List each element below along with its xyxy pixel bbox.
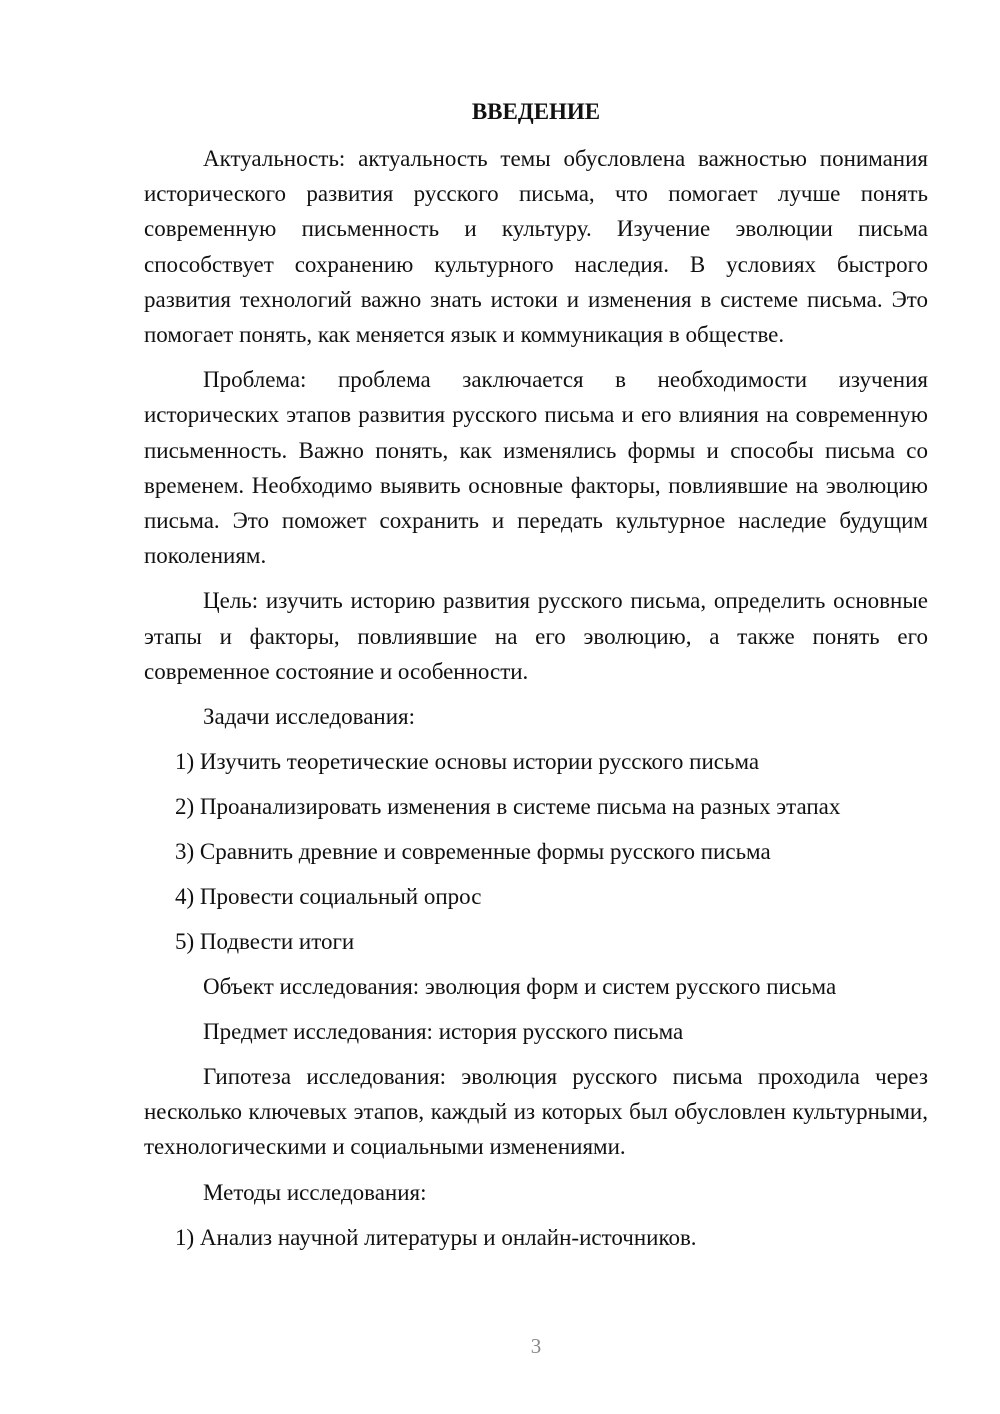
hypothesis-paragraph: Гипотеза исследования: эволюция русского письма проходила через несколько ключевых этапов, каждый из которых был обусловлен культурными, технологическими и социальными изменениями. (144, 1064, 928, 1160)
method-item: 1) Анализ научной литературы и онлайн-источников. (175, 1224, 697, 1250)
research-object: Объект исследования: эволюция форм и систем русского письма (203, 974, 837, 1000)
tasks-title: Задачи исследования: (203, 704, 416, 730)
relevance-paragraph: Актуальность: актуальность темы обусловлена важностью понимания исторического развития русского письма, что помогает лучше понять современную письменность и культуру. Изучение эволюции письма способствует сохранению культурного наследия. В условиях быстрого развития технологий важно знать истоки и изменения в системе письма. Это помогает понять, как меняется язык и коммуникация в обществе. (144, 146, 928, 348)
research-subject: Предмет исследования: история русского письма (203, 1019, 684, 1045)
section-heading: ВВЕДЕНИЕ (471, 99, 601, 124)
task-item: 5) Подвести итоги (175, 929, 355, 955)
page-content (144, 94, 928, 1265)
problem-paragraph: Проблема: проблема заключается в необходимости изучения исторических этапов развития русского письма и его влияния на современную письменность. Важно понять, как изменялись формы и способы письма со временем. Необходимо выявить основные факторы, повлиявшие на эволюцию письма. Это поможет сохранить и передать культурное наследие будущим поколениям. (144, 367, 928, 569)
methods-title: Методы исследования: (203, 1179, 427, 1205)
task-item: 4) Провести социальный опрос (175, 884, 482, 910)
page-number: 3 (530, 1334, 542, 1358)
goal-paragraph: Цель: изучить историю развития русского письма, определить основные этапы и факторы, повлиявшие на его эволюцию, а также понять его современное состояние и особенности. (144, 588, 928, 684)
task-item: 1) Изучить теоретические основы истории русского письма (175, 749, 760, 775)
task-item: 3) Сравнить древние и современные формы русского письма (175, 839, 771, 865)
task-item: 2) Проанализировать изменения в системе письма на разных этапах (175, 794, 841, 820)
